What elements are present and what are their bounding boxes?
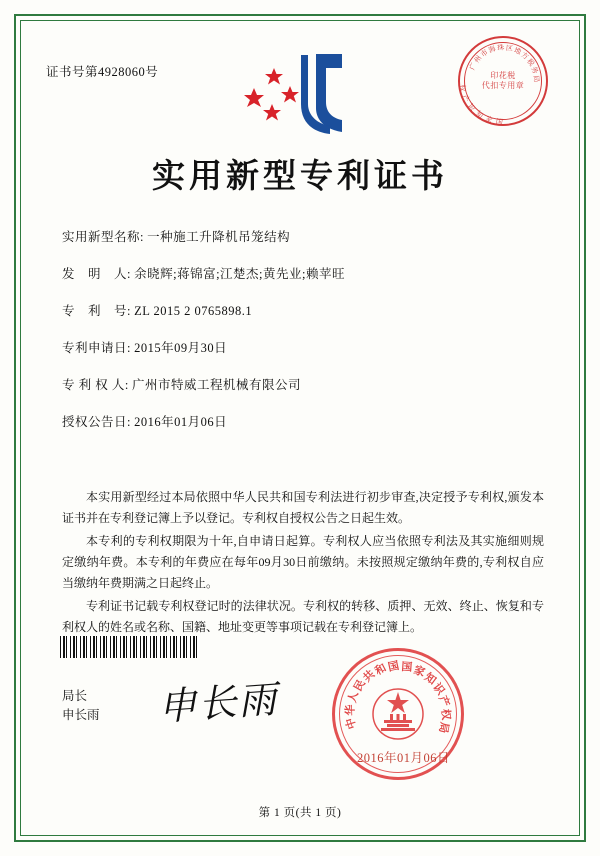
handwritten-signature: 申长雨 — [156, 678, 280, 730]
body-paragraph: 本专利的专利权期限为十年,自申请日起算。专利权人应当依照专利法及其实施细则规定缴纳年费。本专利的年费应在每年09月30日前缴纳。未按照规定缴纳年费的,专利权自应当缴纳年费期满之日起终止。 — [62, 534, 544, 590]
field-value: 2016年01月06日 — [134, 415, 228, 429]
tax-stamp-center-text: 印花税 代扣专用章 — [481, 71, 525, 90]
field-row — [62, 413, 546, 431]
field-label: 专利申请日: — [62, 341, 131, 355]
signature-labels — [62, 687, 100, 725]
field-label: 发 明 人: — [62, 267, 131, 281]
page-footer: 第 1 页(共 1 页) — [258, 807, 342, 819]
field-value: 一种施工升降机吊笼结构 — [147, 230, 291, 244]
director-name-label: 申长雨 — [62, 708, 100, 722]
field-row — [62, 265, 546, 283]
barcode — [60, 636, 200, 658]
certificate-number: 证书号第4928060号 — [46, 65, 159, 79]
national-seal-ring-text: 中 华 人 民 共 和 国 国 家 知 识 产 权 局 — [344, 659, 452, 735]
page-title: 实用新型专利证书 — [152, 159, 448, 195]
field-row — [62, 339, 546, 357]
field-label: 专 利 号: — [62, 304, 131, 318]
field-row — [62, 228, 546, 246]
field-value: ZL 2015 2 0765898.1 — [134, 304, 253, 318]
field-list — [62, 228, 546, 450]
field-label: 专 利 权 人: — [62, 378, 129, 392]
field-row — [62, 302, 546, 320]
tax-stamp-seal — [458, 36, 548, 126]
body-paragraph: 专利证书记载专利权登记时的法律状况。专利权的转移、质押、无效、终止、恢复和专利权人的姓名或名称、国籍、地址变更等事项记载在专利登记簿上。 — [62, 599, 544, 634]
field-value: 余晓辉;蒋锦富;江楚杰;黄先业;赖苹旺 — [134, 267, 346, 281]
field-label: 授权公告日: — [62, 415, 131, 429]
field-row — [62, 376, 546, 394]
field-value: 广州市特威工程机械有限公司 — [131, 378, 301, 392]
director-title-label: 局长 — [62, 689, 88, 703]
field-label: 实用新型名称: — [62, 230, 144, 244]
tax-stamp-ring-text: 广 州 市 海 珠 区 地 方 税 务 局 国 家 知 识 产 权 — [458, 43, 541, 127]
field-value: 2015年09月30日 — [134, 341, 228, 355]
sipo-logo-icon — [238, 46, 348, 138]
body-paragraph: 本实用新型经过本局依照中华人民共和国专利法进行初步审查,决定授予专利权,颁发本证书并在专利登记簿上予以登记。专利权自授权公告之日起生效。 — [62, 490, 544, 525]
seal-date: 2016年01月06日 — [357, 751, 451, 765]
body-text — [62, 487, 544, 640]
